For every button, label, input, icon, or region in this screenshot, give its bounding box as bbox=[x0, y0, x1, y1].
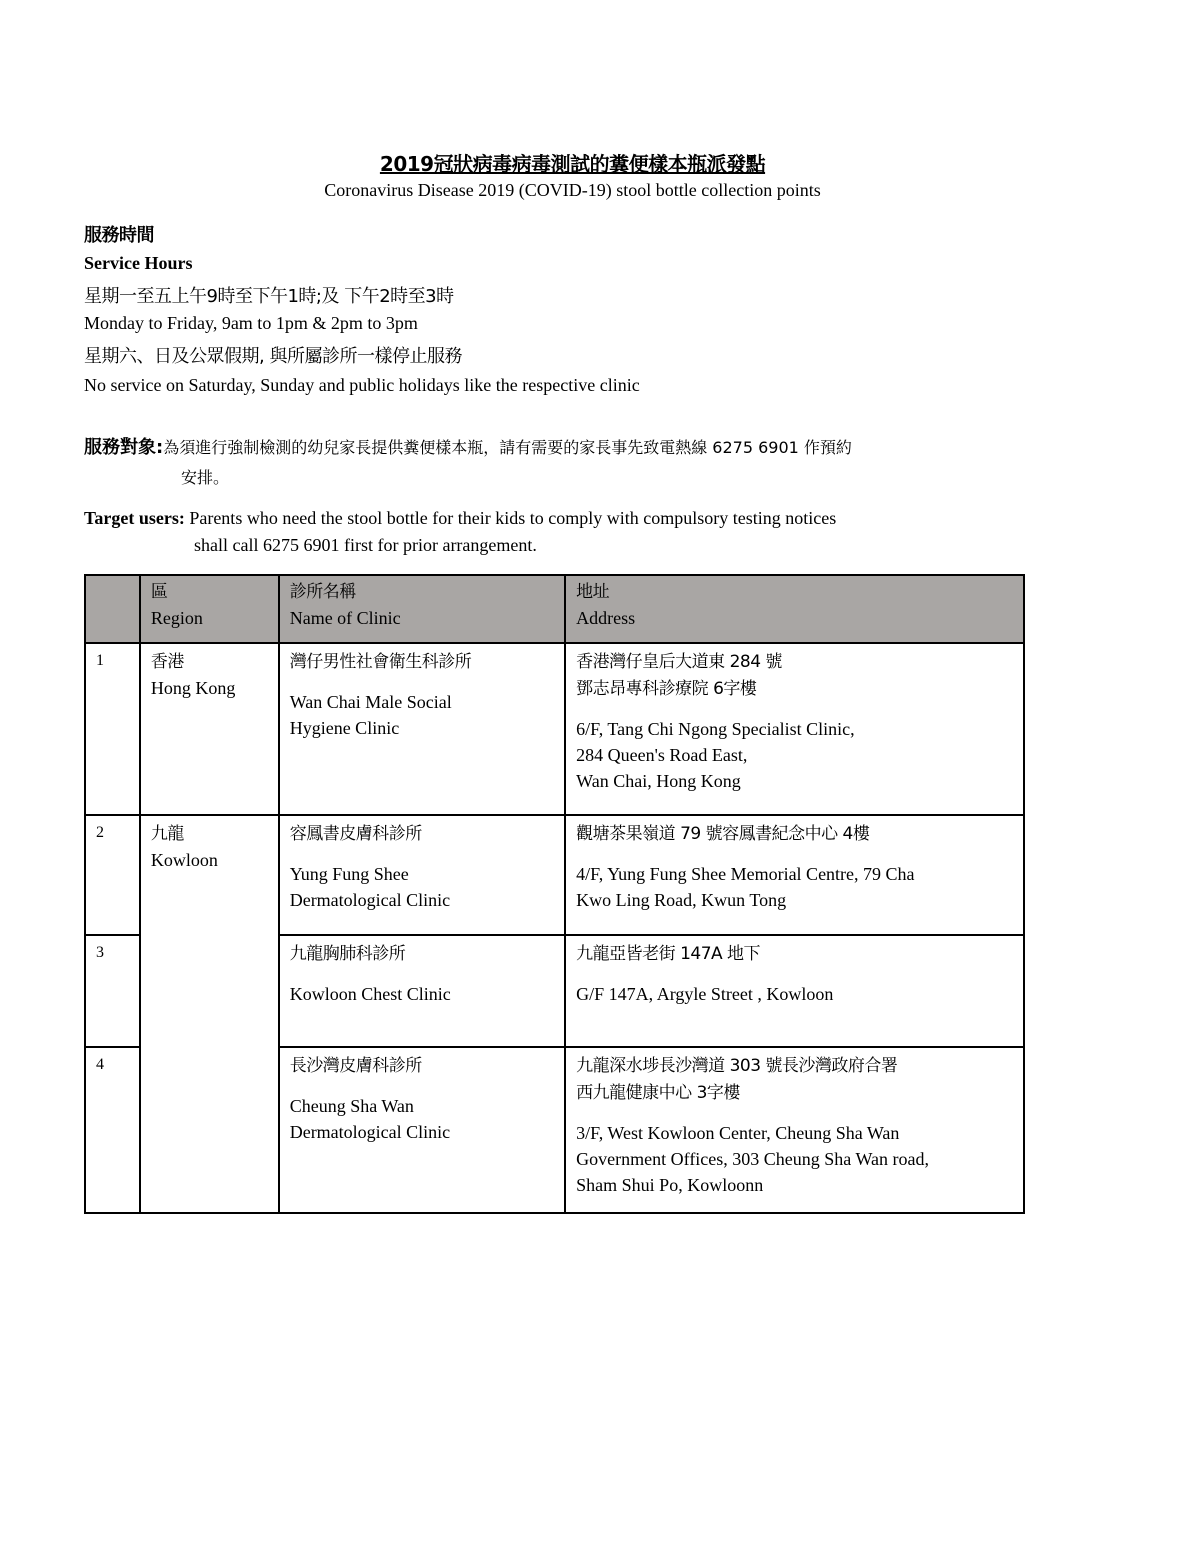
clinic-name-en-line2: Dermatological Clinic bbox=[289, 890, 451, 910]
address-en-line2: 284 Queen's Road East, bbox=[576, 745, 748, 765]
region-en: Kowloon bbox=[150, 850, 218, 870]
page-title-english: Coronavirus Disease 2019 (COVID-19) stool bottle collection points bbox=[324, 180, 821, 200]
address-zh-line1: 香港灣仔皇后大道東 284 號 bbox=[576, 652, 782, 672]
service-hours-heading-zh: 服務時間 bbox=[84, 225, 154, 246]
clinic-name-zh: 九龍胸肺科診所 bbox=[289, 944, 406, 964]
target-users-en bbox=[84, 505, 1016, 559]
header-clinic-zh: 診所名稱 bbox=[289, 582, 356, 602]
clinic-name-en-line2: Hygiene Clinic bbox=[289, 718, 400, 738]
region-en: Hong Kong bbox=[150, 678, 236, 698]
holiday-notice-en: No service on Saturday, Sunday and public holidays like the respective clinic bbox=[84, 375, 640, 395]
address-en-line3: Wan Chai, Hong Kong bbox=[576, 771, 741, 791]
row-number: 2 bbox=[85, 815, 140, 935]
header-clinic-en: Name of Clinic bbox=[289, 608, 401, 628]
service-hours-heading-en: Service Hours bbox=[84, 253, 193, 273]
row-number: 1 bbox=[85, 643, 140, 815]
address-zh-line1: 九龍亞皆老街 147A 地下 bbox=[576, 944, 761, 964]
clinic-name-en-line1: Yung Fung Shee bbox=[289, 864, 409, 884]
region-cell bbox=[140, 643, 279, 815]
address-zh-line2: 鄧志昂專科診療院 6字樓 bbox=[576, 679, 757, 699]
table-header-row bbox=[85, 575, 1024, 643]
target-text-zh-line1: 為須進行強制檢測的幼兒家長提供糞便樣本瓶，請有需要的家長事先致電熱線 6275 6901 作預約 bbox=[163, 438, 852, 457]
address-cell bbox=[565, 643, 1024, 815]
target-label-en: Target users: bbox=[84, 508, 185, 528]
header-number-cell bbox=[85, 575, 140, 643]
header-clinic-cell bbox=[279, 575, 565, 643]
address-en-line1: 4/F, Yung Fung Shee Memorial Centre, 79 Cha bbox=[576, 864, 915, 884]
clinic-name-en-line1: Cheung Sha Wan bbox=[289, 1096, 414, 1116]
clinic-cell bbox=[279, 935, 565, 1047]
page-title-chinese: 2019冠狀病毒病毒測試的糞便樣本瓶派發點 bbox=[379, 152, 766, 176]
target-text-en-line1: Parents who need the stool bottle for their kids to comply with compulsory testing notices bbox=[189, 508, 837, 528]
address-cell bbox=[565, 1047, 1024, 1213]
header-region-zh: 區 bbox=[150, 582, 168, 602]
target-text-zh-line2: 安排。 bbox=[181, 468, 230, 487]
address-en-line1: G/F 147A, Argyle Street , Kowloon bbox=[576, 984, 834, 1004]
address-zh-line2: 西九龍健康中心 3字樓 bbox=[576, 1083, 740, 1103]
clinics-table bbox=[84, 574, 1025, 1214]
weekday-hours-en: Monday to Friday, 9am to 1pm & 2pm to 3pm bbox=[84, 313, 418, 333]
address-en-line2: Kwo Ling Road, Kwun Tong bbox=[576, 890, 787, 910]
address-zh-line1: 觀塘茶果嶺道 79 號容鳳書紀念中心 4樓 bbox=[576, 824, 870, 844]
region-zh: 九龍 bbox=[150, 824, 184, 844]
clinic-cell bbox=[279, 1047, 565, 1213]
address-cell bbox=[565, 815, 1024, 935]
clinic-cell bbox=[279, 815, 565, 935]
clinic-name-en-line1: Wan Chai Male Social bbox=[289, 692, 452, 712]
header-address-cell bbox=[565, 575, 1024, 643]
clinic-name-zh: 灣仔男性社會衛生科診所 bbox=[289, 652, 472, 672]
clinic-name-en-line2: Dermatological Clinic bbox=[289, 1122, 451, 1142]
table-row bbox=[85, 815, 1024, 935]
row-number: 4 bbox=[85, 1047, 140, 1213]
address-en-line2: Government Offices, 303 Cheung Sha Wan road, bbox=[576, 1149, 929, 1169]
region-zh: 香港 bbox=[150, 652, 184, 672]
address-en-line1: 3/F, West Kowloon Center, Cheung Sha Wan bbox=[576, 1123, 900, 1143]
row-number: 3 bbox=[85, 935, 140, 1047]
header-region-en: Region bbox=[150, 608, 203, 628]
header-region-cell bbox=[140, 575, 279, 643]
address-cell bbox=[565, 935, 1024, 1047]
weekday-hours-zh: 星期一至五上午9時至下午1時;及 下午2時至3時 bbox=[84, 286, 454, 307]
holiday-notice-zh: 星期六、日及公眾假期, 與所屬診所一樣停止服務 bbox=[84, 346, 462, 367]
target-users-zh bbox=[84, 433, 1024, 493]
clinic-name-en-line1: Kowloon Chest Clinic bbox=[289, 984, 451, 1004]
target-label-zh: 服務對象: bbox=[84, 437, 164, 458]
region-cell bbox=[140, 815, 279, 1213]
address-en-line3: Sham Shui Po, Kowloonn bbox=[576, 1175, 764, 1195]
address-zh-line1: 九龍深水埗長沙灣道 303 號長沙灣政府合署 bbox=[576, 1056, 898, 1076]
table-row bbox=[85, 643, 1024, 815]
clinic-cell bbox=[279, 643, 565, 815]
clinic-name-zh: 容鳳書皮膚科診所 bbox=[289, 824, 422, 844]
header-address-en: Address bbox=[576, 608, 636, 628]
header-address-zh: 地址 bbox=[576, 582, 610, 602]
address-en-line1: 6/F, Tang Chi Ngong Specialist Clinic, bbox=[576, 719, 855, 739]
target-text-en-line2: shall call 6275 6901 first for prior arrangement. bbox=[194, 535, 537, 555]
clinic-name-zh: 長沙灣皮膚科診所 bbox=[289, 1056, 422, 1076]
